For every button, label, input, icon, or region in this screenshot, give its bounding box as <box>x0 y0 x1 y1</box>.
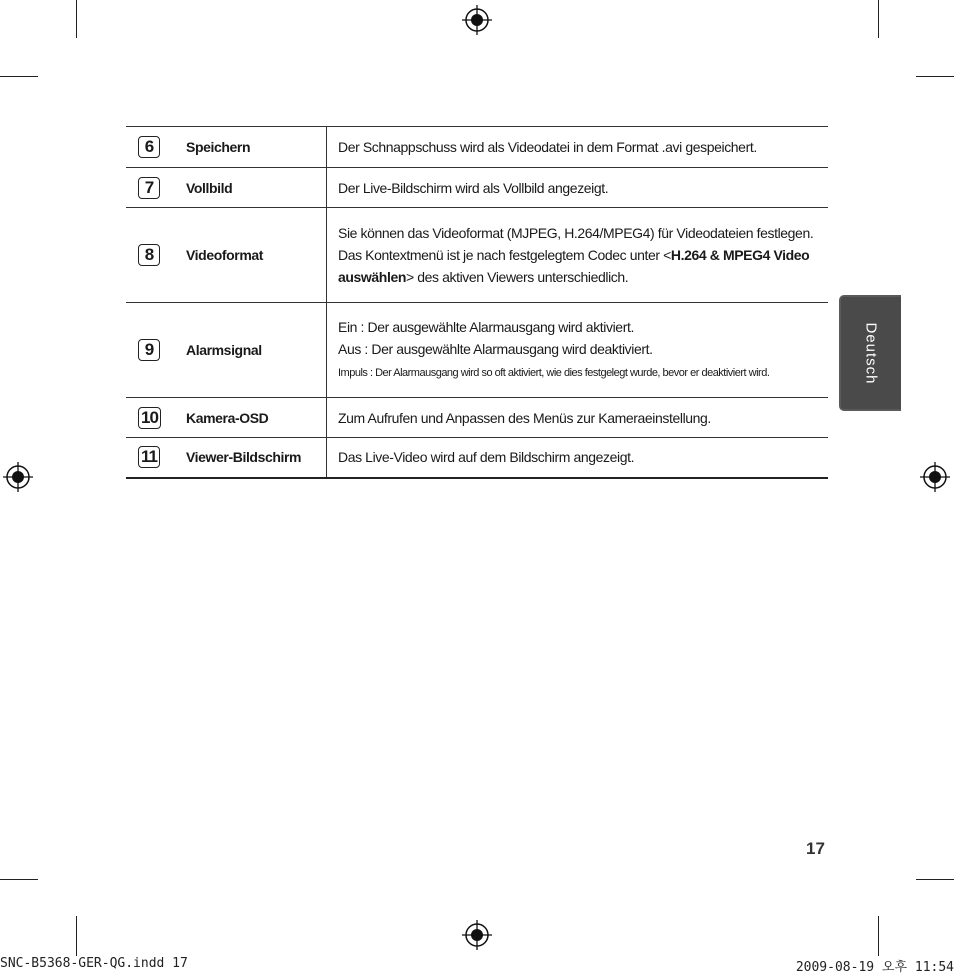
crop-mark <box>0 76 38 77</box>
table-row <box>126 168 828 208</box>
feature-table <box>126 126 828 479</box>
description-line: Das Kontextmenü ist je nach festgelegtem Codec unter < <box>338 247 671 263</box>
item-number-badge: 10 <box>138 407 161 429</box>
item-number-badge: 11 <box>138 446 160 468</box>
item-name: Videoformat <box>186 247 264 263</box>
registration-mark-icon <box>3 462 33 492</box>
crop-mark <box>916 76 954 77</box>
crop-mark <box>76 0 77 38</box>
language-side-tab <box>839 295 901 411</box>
item-number-badge: 9 <box>138 339 160 361</box>
description-link-text: H.264 & MPEG4 Video <box>670 247 810 263</box>
print-slug-timestamp: 2009-08-19 오후 11:54 <box>795 960 954 975</box>
item-name: Viewer-Bildschirm <box>186 449 302 466</box>
item-name: Speichern <box>186 139 251 155</box>
registration-mark-icon <box>462 920 492 950</box>
registration-mark-icon <box>920 462 950 492</box>
description-line: > des aktiven Viewers unterschiedlich. <box>405 269 629 285</box>
item-description: Der Live-Bildschirm wird als Vollbild angezeigt. <box>327 168 829 208</box>
item-name: Alarmsignal <box>186 342 262 358</box>
description-link-text: auswählen <box>338 269 406 285</box>
crop-mark <box>0 879 38 880</box>
table-row <box>126 398 828 438</box>
language-tab-label: Deutsch <box>862 321 880 385</box>
description-line: Ein : Der ausgewählte Alarmausgang wird aktiviert. <box>338 319 634 335</box>
item-number-badge: 8 <box>138 244 160 266</box>
item-description: Der Schnappschuss wird als Videodatei in dem Format .avi gespeichert. <box>327 127 829 168</box>
table-row <box>126 438 828 478</box>
crop-mark <box>916 879 954 880</box>
page-number: 17 <box>806 839 825 858</box>
table-row <box>126 127 828 168</box>
print-slug-filename: SNC-B5368-GER-QG.indd 17 <box>0 956 188 971</box>
description-line: Impuls : Der Alarmausgang wird so oft aktiviert, wie dies festgelegt wurde, bevor er deaktiviert wird. <box>338 367 770 379</box>
item-number-badge: 7 <box>138 177 160 199</box>
item-description: Das Live-Video wird auf dem Bildschirm angezeigt. <box>327 438 829 478</box>
description-line: Aus : Der ausgewählte Alarmausgang wird deaktiviert. <box>338 341 653 357</box>
item-name: Vollbild <box>186 179 233 196</box>
crop-mark <box>76 916 77 956</box>
item-description <box>327 208 829 303</box>
item-number-badge: 6 <box>138 136 160 158</box>
crop-mark <box>878 0 879 38</box>
table-row <box>126 303 828 398</box>
crop-mark <box>878 916 879 956</box>
description-line: Sie können das Videoformat (MJPEG, H.264/MPEG4) für Videodateien festlegen. <box>338 225 814 241</box>
item-description: Zum Aufrufen und Anpassen des Menüs zur Kameraeinstellung. <box>327 398 829 438</box>
item-name: Kamera-OSD <box>186 409 269 426</box>
item-description <box>327 303 829 398</box>
registration-mark-icon <box>462 5 492 35</box>
table-row <box>126 208 828 303</box>
